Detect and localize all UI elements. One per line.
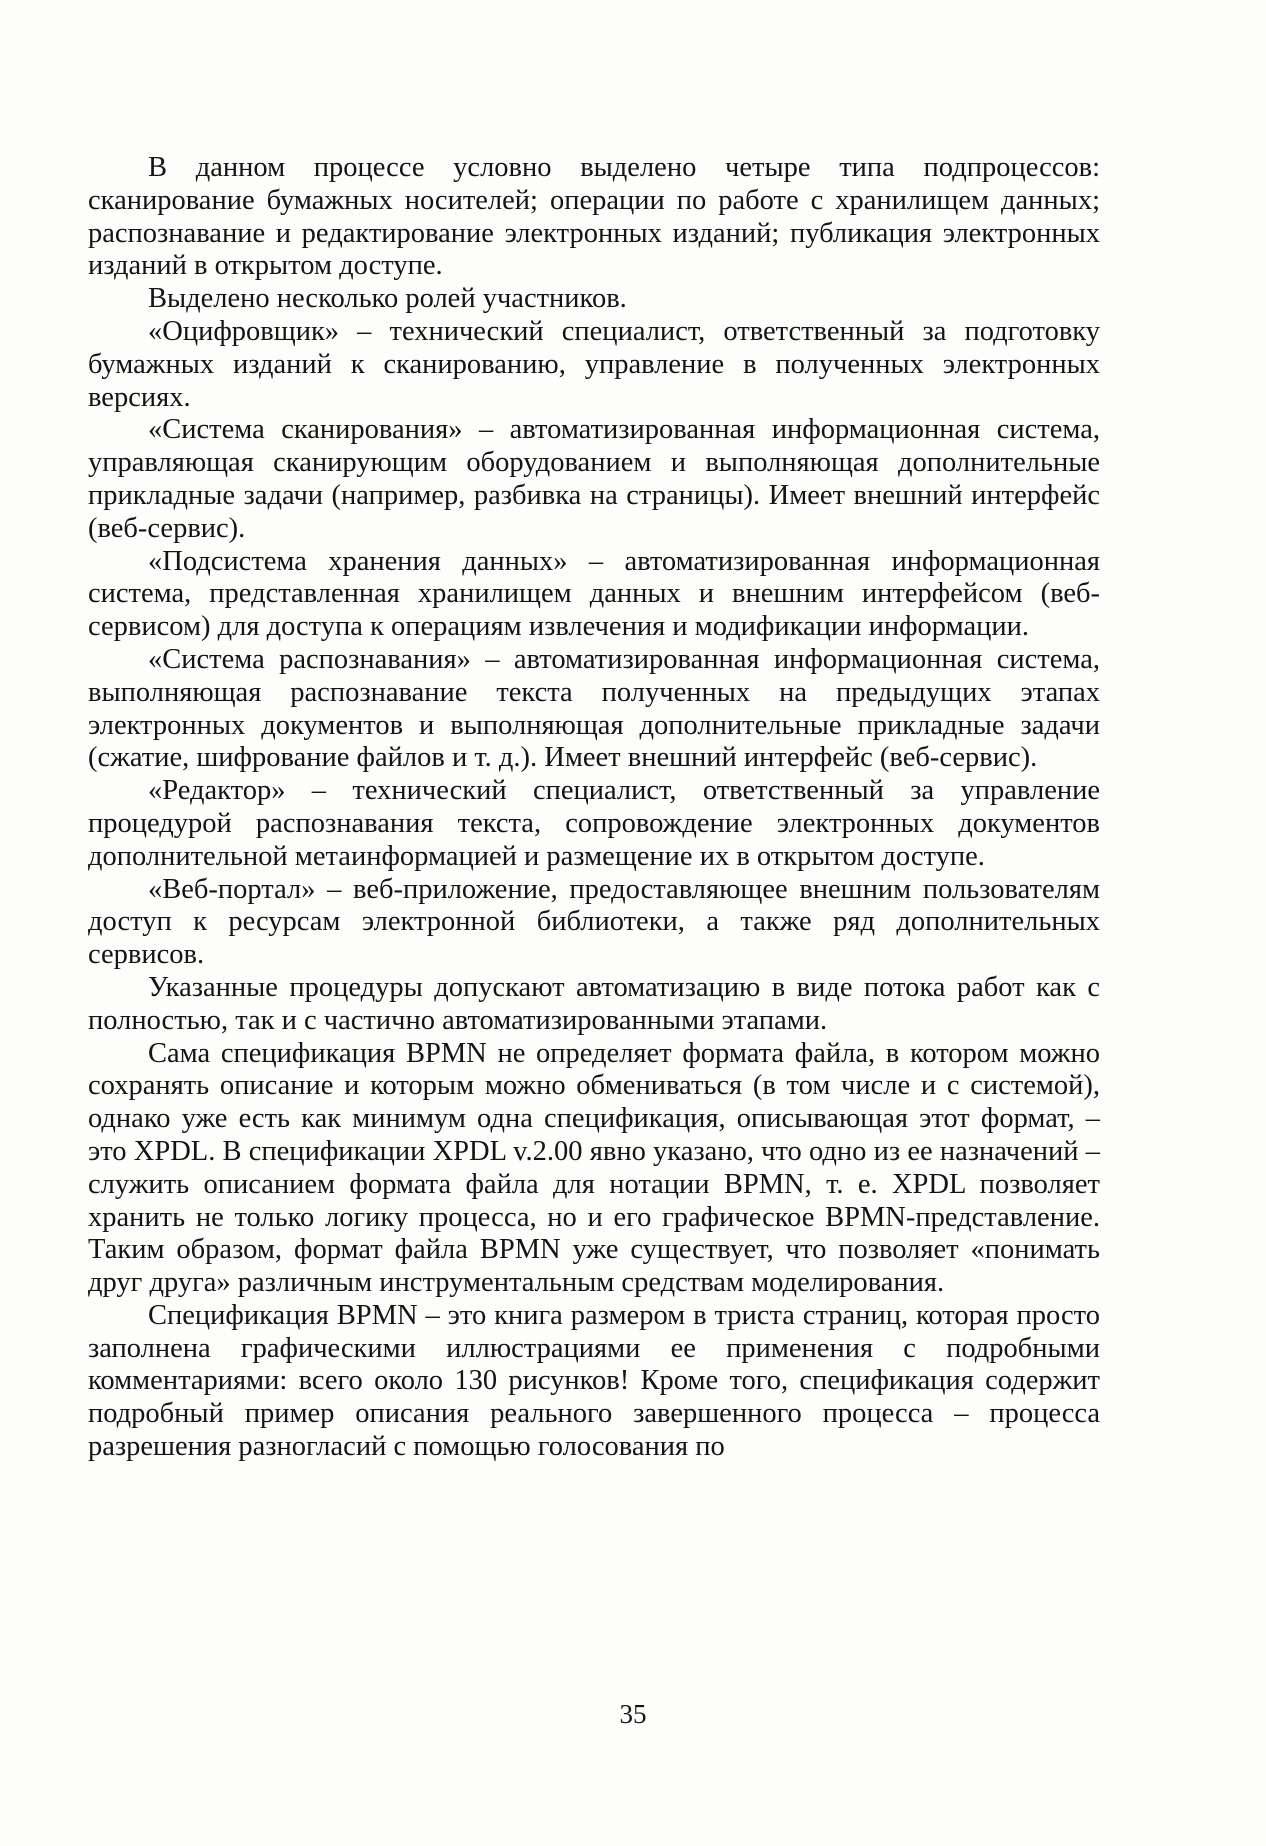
paragraph-bpmn-xpdl: Сама спецификация BPMN не определяет формата файла, в котором можно сохранять описание и которым можно обмениваться (в том числе и с системой), однако уже есть как минимум одна спецификация, описывающая этот формат, – это XPDL. В спецификации XPDL v.2.00 явно указано, что одно из ее назначений – служить описанием формата файла для нотации BPMN, т. е. XPDL позволяет хранить не только логику процесса, но и его графическое BPMN-представление. Таким образом, формат файла BPMN уже существует, что позволяет «понимать друг друга» различным инструментальным средствам моделирования.	[88, 1037, 1100, 1299]
paragraph-role-web-portal: «Веб-портал» – веб-приложение, предоставляющее внешним пользователям доступ к ресурсам электронной библиотеки, а также ряд дополнительных сервисов.	[88, 873, 1100, 971]
paragraph-role-storage-subsystem: «Подсистема хранения данных» – автоматизированная информационная система, представленная хранилищем данных и внешним интерфейсом (веб-сервисом) для доступа к операциям извлечения и модификации информации.	[88, 545, 1100, 643]
paragraph-role-digitizer: «Оцифровщик» – технический специалист, ответственный за подготовку бумажных изданий к сканированию, управление в полученных электронных версиях.	[88, 315, 1100, 413]
body-text	[88, 152, 1100, 1464]
paragraph-subprocess-types: В данном процессе условно выделено четыре типа подпроцессов: сканирование бумажных носителей; операции по работе с хранилищем данных; распознавание и редактирование электронных изданий; публикация электронных изданий в открытом доступе.	[88, 152, 1100, 282]
paragraph-automation: Указанные процедуры допускают автоматизацию в виде потока работ как с полностью, так и с частично автоматизированными этапами.	[88, 971, 1100, 1036]
paragraph-roles-intro: Выделено несколько ролей участников.	[148, 283, 627, 315]
paragraph-role-editor: «Редактор» – технический специалист, ответственный за управление процедурой распознавания текста, сопровождение электронных документов дополнительной метаинформацией и размещение их в открытом доступе.	[88, 775, 1100, 872]
page-number: 35	[619, 1699, 647, 1729]
paragraph-role-scanning-system: «Система сканирования» – автоматизированная информационная система, управляющая сканирующим оборудованием и выполняющая дополнительные прикладные задачи (например, разбивка на страницы). Имеет внешний интерфейс (веб-сервис).	[88, 414, 1100, 544]
paragraph-bpmn-specification: Спецификация BPMN – это книга размером в триста страниц, которая просто заполнена графическими иллюстрациями ее применения с подробными комментариями: всего около 130 рисунков! Кроме того, спецификация содержит подробный пример описания реального завершенного процесса – процесса разрешения разногласий с помощью голосования по	[88, 1299, 1100, 1463]
paragraph-role-recognition-system: «Система распознавания» – автоматизированная информационная система, выполняющая распознавание текста полученных на предыдущих этапах электронных документов и выполняющая дополнительные прикладные задачи (сжатие, шифрование файлов и т. д.). Имеет внешний интерфейс (веб-сервис).	[88, 643, 1100, 774]
